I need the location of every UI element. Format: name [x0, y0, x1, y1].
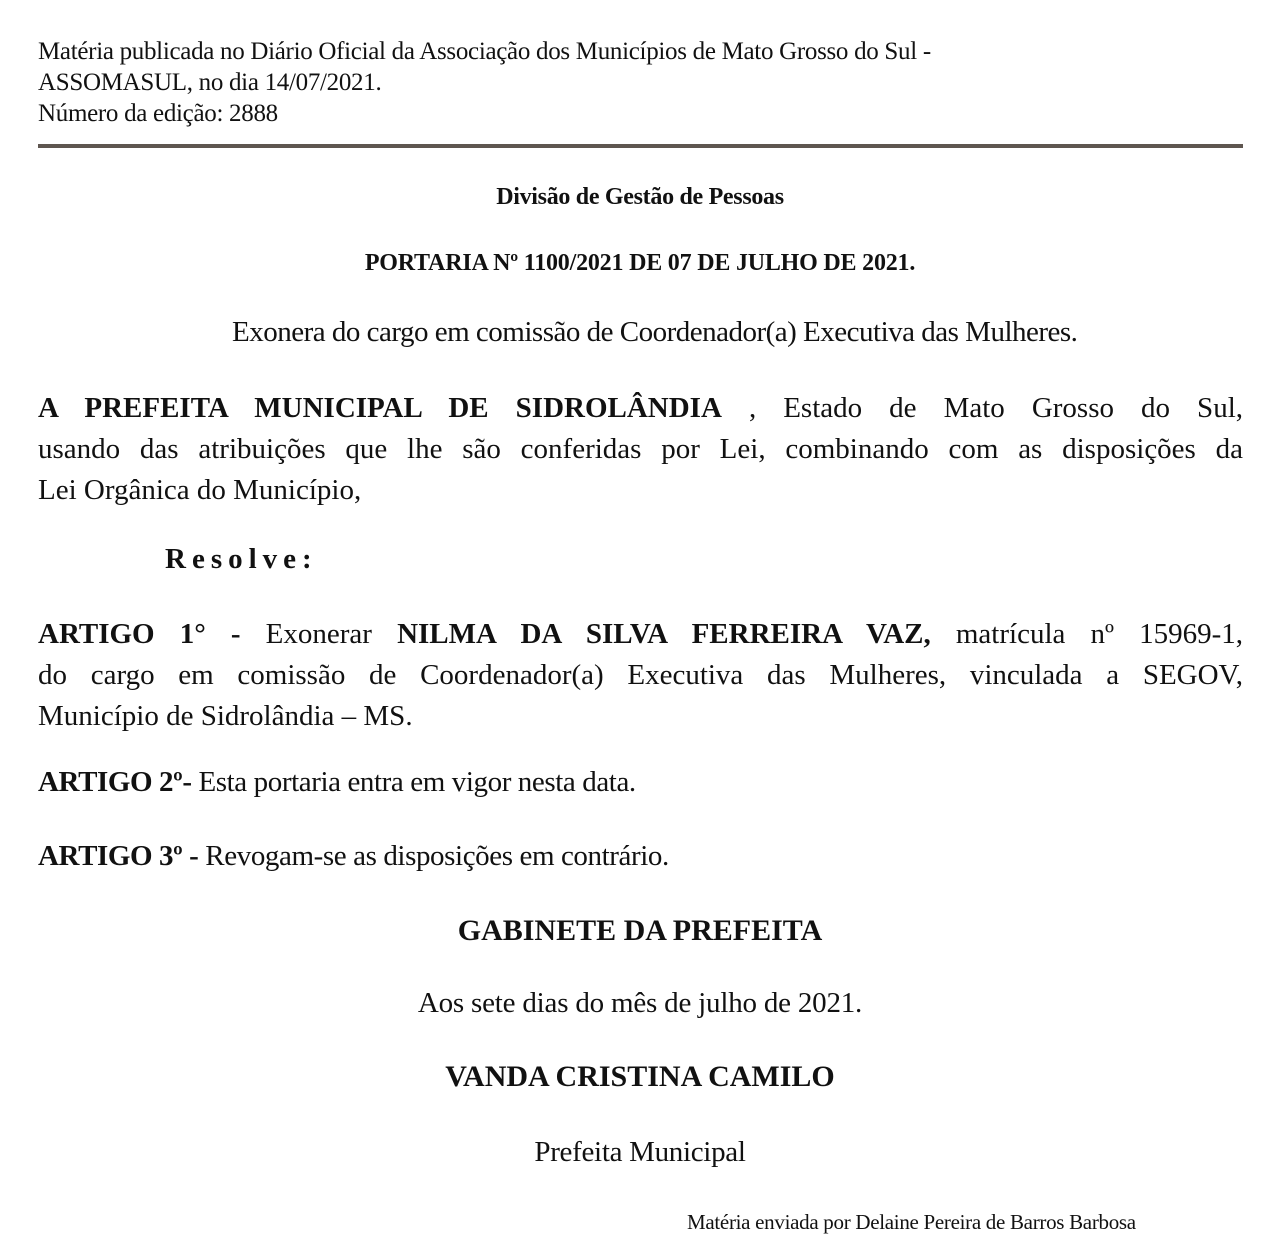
artigo-2 [38, 766, 636, 799]
artigo-1 [38, 614, 1243, 737]
header-divider [38, 144, 1243, 148]
date-extended: Aos sete dias do mês de julho de 2021. [417, 987, 863, 1019]
signer-role: Prefeita Municipal [534, 1136, 746, 1168]
preamble-line1-rest: , Estado de Mato Grosso do Sul, [721, 392, 1243, 424]
publication-header-line: Matéria publicada no Diário Oficial da Associação dos Municípios de Mato Grosso do Sul - [38, 38, 931, 65]
signer-name: VANDA CRISTINA CAMILO [445, 1060, 835, 1093]
division-title: Divisão de Gestão de Pessoas [496, 184, 784, 210]
preamble-bold-lead: A PREFEITA MUNICIPAL DE SIDROLÂNDIA [38, 392, 722, 424]
preamble-line: Lei Orgânica do Município, [38, 474, 362, 506]
portaria-title: PORTARIA Nº 1100/2021 DE 07 DE JULHO DE 2021. [364, 250, 916, 276]
publication-header-line: ASSOMASUL, no dia 14/07/2021. [38, 69, 382, 96]
artigo-2-label: ARTIGO 2º- [38, 766, 192, 798]
artigo-3 [38, 840, 669, 873]
artigo-1-person-name: NILMA DA SILVA FERREIRA VAZ, [397, 618, 931, 650]
artigo-3-label: ARTIGO 3º - [38, 840, 199, 872]
artigo-1-line: Município de Sidrolândia – MS. [38, 700, 413, 732]
preamble-line: usando das atribuições que lhe são conferidas por Lei, combinando com as disposições da [38, 433, 1243, 465]
artigo-1-line [38, 614, 1243, 655]
edition-number: Número da edição: 2888 [38, 100, 278, 127]
sent-by-note: Matéria enviada por Delaine Pereira de Barros Barbosa [687, 1210, 1136, 1234]
resolve-heading: Resolve: [165, 543, 318, 575]
artigo-1-line: do cargo em comissão de Coordenador(a) Executiva das Mulheres, vinculada a SEGOV, [38, 659, 1243, 691]
artigo-2-text: Esta portaria entra em vigor nesta data. [191, 766, 636, 798]
ementa: Exonera do cargo em comissão de Coordenador(a) Executiva das Mulheres. [232, 316, 1078, 348]
publication-header [38, 36, 931, 129]
gabinete-heading: GABINETE DA PREFEITA [457, 914, 823, 947]
artigo-3-text: Revogam-se as disposições em contrário. [198, 840, 669, 872]
artigo-1-text-b: matrícula nº 15969-1, [930, 618, 1243, 650]
artigo-1-label: ARTIGO 1° - [38, 618, 241, 650]
artigo-1-text-a: Exonerar [240, 618, 398, 650]
preamble-line [38, 388, 1243, 429]
preamble-paragraph [38, 388, 1243, 511]
